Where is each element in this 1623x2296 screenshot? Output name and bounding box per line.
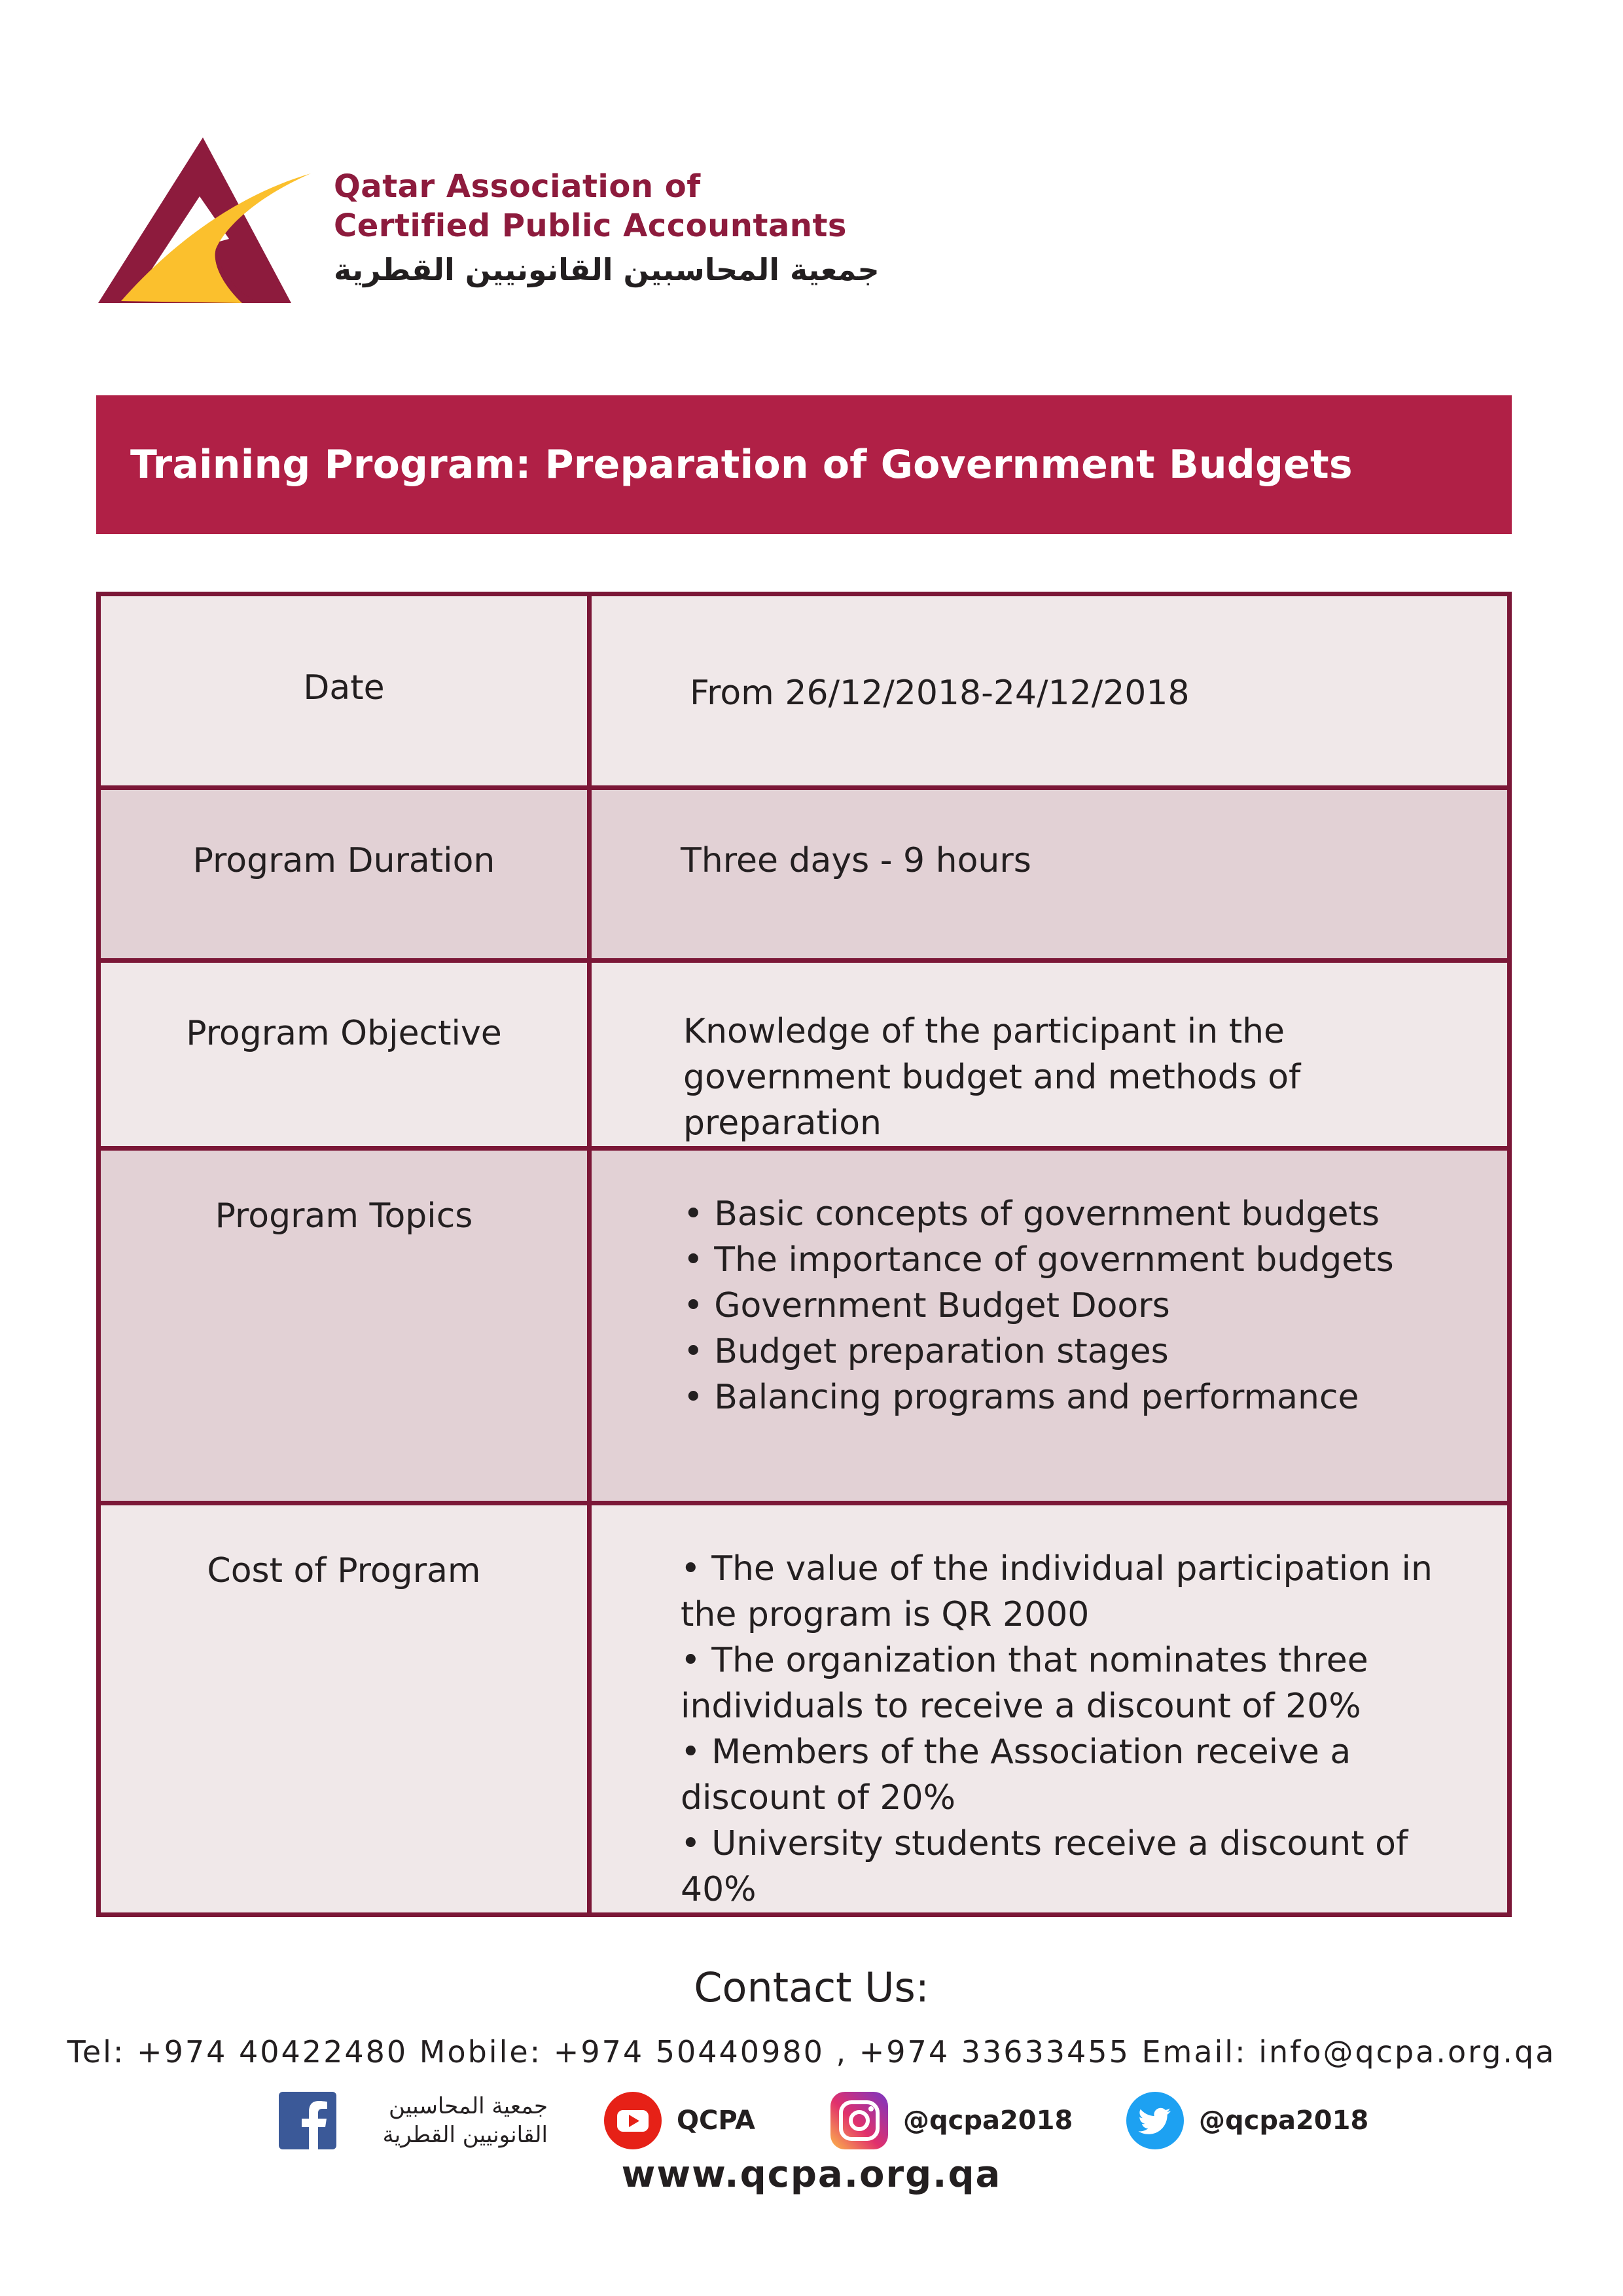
objective-label-cell [99,961,590,1149]
topics-label: Program Topics [215,1196,473,1236]
youtube-icon [603,2091,662,2150]
duration-label-cell [99,788,590,961]
list-item: • Government Budget Doors [683,1286,1170,1325]
cost-value-cell [590,1503,1510,1915]
cost-label-cell [99,1503,590,1915]
contact-title: Contact Us: [694,1964,929,2011]
org-name-arabic: جمعية المحاسبين القانونيين القطرية [334,252,880,287]
list-item: • Budget preparation stages [683,1332,1169,1371]
topics-label-cell [99,1149,590,1503]
list-item: • University students receive a discount of 40% [681,1824,1408,1909]
website-link[interactable]: www.qcpa.org.qa [621,2153,1002,2196]
instagram-label: @qcpa2018 [903,2106,1073,2136]
date-value: From 26/12/2018-24/12/2018 [690,673,1190,713]
duration-value-cell [590,788,1510,961]
objective-value-cell [590,961,1510,1149]
social-facebook[interactable] [278,2088,548,2153]
social-youtube[interactable] [603,2088,755,2153]
qcpa-triangle-logo-icon [95,134,311,311]
cost-list [681,1546,1468,1912]
duration-value: Three days - 9 hours [681,841,1031,880]
twitter-icon [1126,2091,1185,2150]
social-twitter[interactable] [1126,2088,1368,2153]
list-item: • Members of the Association receive a discount of 20% [681,1732,1351,1818]
title-bar [96,395,1512,534]
social-links [0,2088,1623,2160]
contact-details: Tel: +974 40422480 Mobile: +974 50440980 , +974 33633455 Email: info@qcpa.org.qa [67,2034,1556,2070]
list-item: • The value of the individual participation in the program is QR 2000 [681,1549,1433,1634]
cost-label: Cost of Program [207,1551,481,1590]
list-item: • The organization that nominates three individuals to receive a discount of 20% [681,1641,1368,1726]
instagram-icon [830,2091,889,2150]
list-item: • The importance of government budgets [683,1240,1394,1280]
organization-header [95,134,880,311]
program-info-table [96,592,1512,1917]
table-row-duration [99,788,1510,961]
objective-value: Knowledge of the participant in the government budget and methods of preparation [683,1012,1301,1143]
org-name-line1: Qatar Association of [334,168,701,205]
objective-label: Program Objective [186,1014,502,1053]
table-row-cost [99,1503,1510,1915]
list-item: • Balancing programs and performance [683,1378,1359,1417]
table-row-topics [99,1149,1510,1503]
date-value-cell [590,594,1510,788]
date-label-cell [99,594,590,788]
youtube-label: QCPA [677,2106,755,2136]
twitter-label: @qcpa2018 [1199,2106,1369,2136]
topics-list [683,1191,1507,1420]
table-row-objective [99,961,1510,1149]
topics-value-cell [590,1149,1510,1503]
social-instagram[interactable] [830,2088,1073,2153]
facebook-icon [278,2091,337,2150]
date-label: Date [303,668,385,708]
page-title: Training Program: Preparation of Government Budgets [130,442,1353,488]
org-name-line2: Certified Public Accountants [334,207,847,244]
list-item: • Basic concepts of government budgets [683,1194,1380,1234]
table-row-date [99,594,1510,788]
duration-label: Program Duration [192,841,495,880]
facebook-label: جمعية المحاسبين القانونيين القطرية [382,2093,548,2148]
